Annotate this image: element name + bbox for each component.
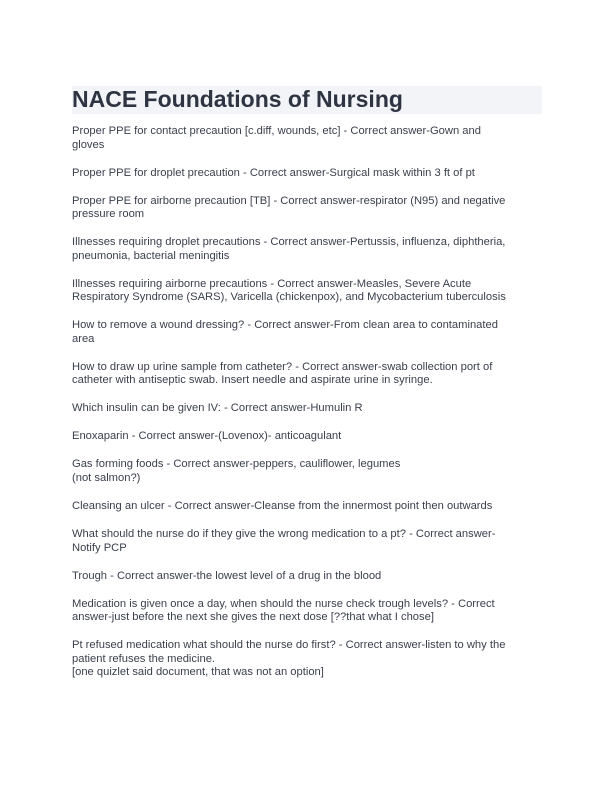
qa-item (72, 402, 542, 416)
qa-line: Cleansing an ulcer - Correct answer-Cleanse from the innermost point then outwards (72, 500, 493, 512)
qa-item (72, 195, 542, 222)
qa-item (72, 598, 542, 625)
qa-line: Proper PPE for droplet precaution - Correct answer-Surgical mask within 3 ft of pt (72, 166, 475, 179)
qa-line: Respiratory Syndrome (SARS), Varicella (chickenpox), and Mycobacterium tuberculosis (72, 291, 506, 304)
qa-line: Trough - Correct answer-the lowest level of a drug in the blood (72, 569, 382, 582)
page-title: NACE Foundations of Nursing (72, 86, 403, 112)
qa-line: pneumonia, bacterial meningitis (72, 249, 230, 262)
title-banner (72, 86, 542, 114)
qa-line: Pt refused medication what should the nurse do first? - Correct answer-listen to why the (72, 639, 506, 652)
qa-line: [one quizlet said document, that was not an option] (72, 666, 324, 679)
document-page (72, 86, 542, 694)
qa-item (72, 236, 542, 263)
qa-item (72, 167, 542, 181)
qa-line: What should the nurse do if they give the wrong medication to a pt? - Correct answer- (72, 527, 496, 540)
qa-item (72, 278, 542, 305)
qa-line: catheter with antiseptic swab. Insert needle and aspirate urine in syringe. (72, 374, 433, 387)
qa-line: Notify PCP (72, 541, 127, 554)
qa-line: pressure room (72, 208, 145, 221)
qa-line: Enoxaparin - Correct answer-(Lovenox)- anticoagulant (72, 430, 342, 443)
qa-line: Medication is given once a day, when should the nurse check trough levels? - Correct (72, 597, 495, 610)
qa-item (72, 639, 542, 680)
qa-list (72, 125, 542, 680)
qa-line: Proper PPE for contact precaution [c.diff, wounds, etc] - Correct answer-Gown and (72, 125, 481, 137)
qa-item (72, 361, 542, 388)
qa-line: Proper PPE for airborne precaution [TB] - Correct answer-respirator (N95) and negative (72, 194, 506, 207)
qa-item (72, 319, 542, 346)
qa-item (72, 125, 542, 152)
qa-item (72, 570, 542, 584)
qa-line: Illnesses requiring droplet precautions - Correct answer-Pertussis, influenza, diphtheria, (72, 236, 506, 249)
qa-line: Illnesses requiring airborne precautions - Correct answer-Measles, Severe Acute (72, 277, 472, 290)
qa-line: gloves (72, 138, 105, 151)
qa-item (72, 500, 542, 514)
qa-line: How to draw up urine sample from catheter? - Correct answer-swab collection port of (72, 360, 493, 373)
qa-line: answer-just before the next she gives the next dose [??that what I chose] (72, 611, 434, 624)
qa-line: (not salmon?) (72, 472, 141, 485)
qa-line: How to remove a wound dressing? - Correct answer-From clean area to contaminated (72, 319, 498, 332)
qa-line: patient refuses the medicine. (72, 652, 216, 665)
qa-line: Gas forming foods - Correct answer-peppers, cauliflower, legumes (72, 458, 401, 471)
qa-item (72, 430, 542, 444)
qa-item (72, 458, 542, 485)
qa-line: Which insulin can be given IV: - Correct answer-Humulin R (72, 402, 363, 415)
qa-line: area (72, 332, 95, 345)
qa-item (72, 528, 542, 555)
